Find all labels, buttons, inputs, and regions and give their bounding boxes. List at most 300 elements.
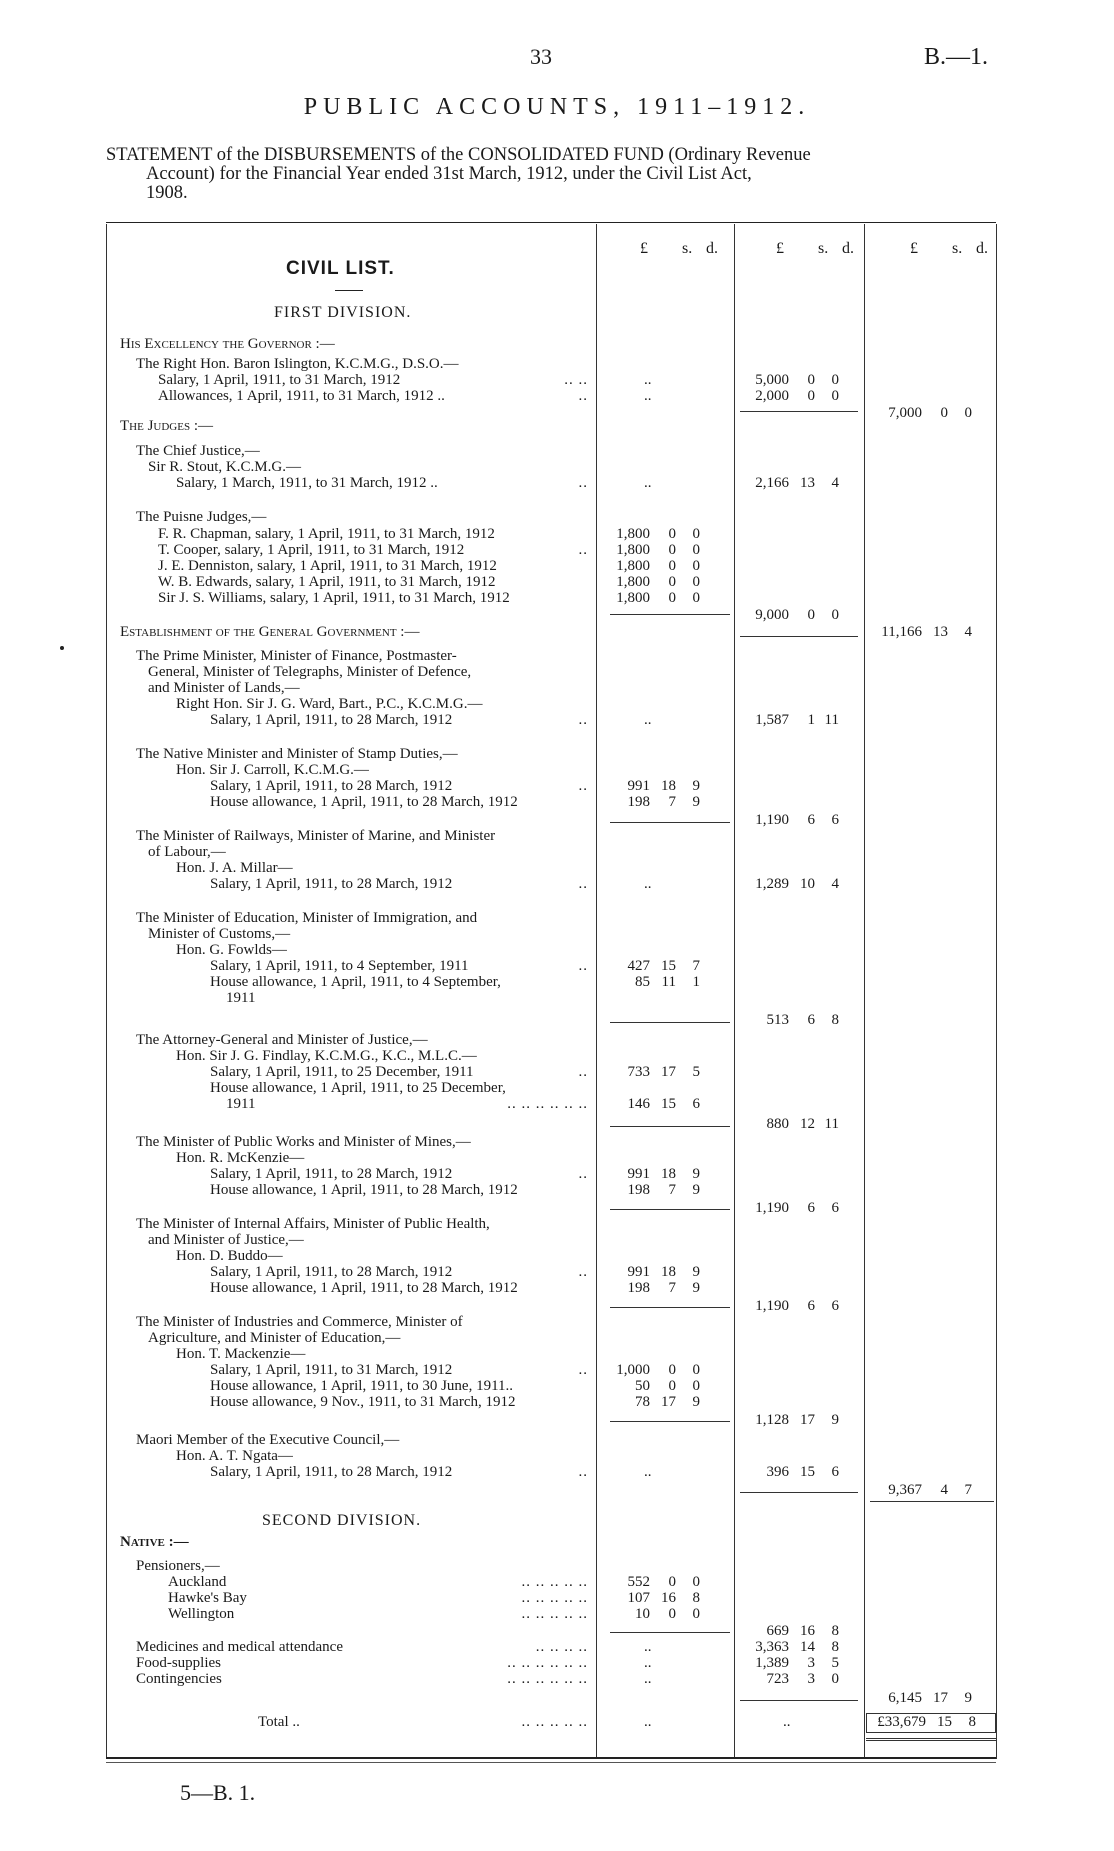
table-row [0, 910, 1114, 927]
leader-dots: .. .. .. .. .. .. [507, 1671, 588, 1687]
leader-dots: .. [578, 1464, 588, 1480]
row-label: House allowance, 1 April, 1911, to 28 March, 1912 [210, 1280, 518, 1296]
table-row [0, 1248, 1114, 1265]
pounds-value: 107 [627, 1590, 650, 1606]
table-row [0, 624, 1114, 641]
pence-value: 0 [692, 1606, 700, 1622]
pounds-value: 427 [627, 958, 650, 974]
pence-value: 6 [831, 1298, 839, 1314]
table-row [0, 1330, 1114, 1347]
table-row [0, 1012, 1114, 1029]
shillings-value: 6 [807, 1200, 815, 1216]
amount-c1 [604, 1264, 700, 1281]
pence-value: 9 [692, 778, 700, 794]
table-row [0, 372, 1114, 389]
pence-value: 6 [831, 1200, 839, 1216]
sum-rule [610, 1209, 730, 1210]
table-row [0, 1080, 1114, 1097]
table-row [0, 812, 1114, 829]
shillings-value: 18 [661, 1166, 676, 1182]
table-row [0, 1150, 1114, 1167]
table-row [0, 1432, 1114, 1449]
amount-c1 [604, 1362, 700, 1379]
pounds-value: 1,190 [755, 1298, 789, 1314]
pence-value: 0 [692, 558, 700, 574]
table-row [0, 1280, 1114, 1297]
amount-c1 [604, 542, 700, 559]
pounds-value: 2,000 [755, 388, 789, 404]
table-row [0, 1032, 1114, 1049]
leader-dots: .. .. .. .. [535, 1639, 588, 1655]
leader-dots: .. .. .. .. .. [521, 1590, 588, 1606]
table-row [0, 1394, 1114, 1411]
amount-c2 [743, 607, 839, 624]
leader-dots: .. .. .. .. .. .. [507, 1096, 588, 1112]
table-row [0, 1671, 1114, 1688]
table-bottom-rule-thin [106, 1762, 996, 1763]
pounds-value: 1,800 [616, 558, 650, 574]
pounds-value: 1,000 [616, 1362, 650, 1378]
statement-line-1: STATEMENT of the DISBURSEMENTS of the CONSOLIDATED FUND (Ordinary Revenue [106, 145, 811, 165]
shillings-value: 7 [668, 1182, 676, 1198]
shillings-value: 13 [800, 475, 815, 491]
page-title: PUBLIC ACCOUNTS, 1911–1912. [303, 94, 811, 120]
row-label: Allowances, 1 April, 1911, to 31 March, 1912 .. [158, 388, 445, 404]
pence-value: 8 [831, 1012, 839, 1028]
shillings-value: 0 [668, 558, 676, 574]
row-label: Salary, 1 April, 1911, to 25 December, 1911 [210, 1064, 474, 1080]
amount-c1 [604, 526, 700, 543]
pounds-value: 1,190 [755, 812, 789, 828]
row-label: Salary, 1 April, 1911, to 4 September, 1911 [210, 958, 469, 974]
table-row [0, 1362, 1114, 1379]
sum-rule [610, 1632, 730, 1633]
amount-c1: .. [644, 1655, 652, 1671]
amount-c1 [604, 558, 700, 575]
pence-value: 0 [692, 574, 700, 590]
row-label: House allowance, 1 April, 1911, to 4 September, [210, 974, 501, 990]
table-row [0, 1639, 1114, 1656]
amount-c2 [743, 1116, 839, 1133]
table-row [0, 607, 1114, 624]
amount-c1 [604, 974, 700, 991]
pounds-value: 1,289 [755, 876, 789, 892]
table-row [0, 475, 1114, 492]
table-row [0, 1655, 1114, 1672]
amount-c1 [604, 1182, 700, 1199]
shillings-value: 6 [807, 812, 815, 828]
pounds-value: 1,800 [616, 526, 650, 542]
pence-value: 0 [964, 405, 972, 421]
pounds-value: 733 [627, 1064, 650, 1080]
amount-c2 [743, 712, 839, 729]
shillings-value: 0 [668, 590, 676, 606]
pounds-value: 3,363 [755, 1639, 789, 1655]
row-label: Total .. [258, 1714, 300, 1730]
leader-dots: .. [578, 1064, 588, 1080]
table-row [0, 1534, 1114, 1551]
row-label: House allowance, 9 Nov., 1911, to 31 March, 1912 [210, 1394, 516, 1410]
leader-dots: .. .. .. .. .. [521, 1574, 588, 1590]
pounds-value: 552 [627, 1574, 650, 1590]
pounds-value: 1,128 [755, 1412, 789, 1428]
pounds-value: 7,000 [888, 405, 922, 421]
table-row [0, 1464, 1114, 1481]
row-label: and Minister of Justice,— [148, 1232, 304, 1248]
table-row [0, 574, 1114, 591]
sum-rule [610, 1022, 730, 1023]
row-label: Auckland [168, 1574, 227, 1590]
table-row [0, 1182, 1114, 1199]
table-row [0, 1412, 1114, 1429]
pence-sign: d. [706, 240, 718, 257]
shillings-value: 15 [800, 1464, 815, 1480]
amount-c2 [743, 1464, 839, 1481]
shillings-value: 16 [661, 1590, 676, 1606]
shillings-value: 0 [668, 1574, 676, 1590]
shillings-value: 15 [661, 958, 676, 974]
table-row [0, 664, 1114, 681]
row-label: The Prime Minister, Minister of Finance, Postmaster- [136, 648, 457, 664]
row-label: Salary, 1 April, 1911, to 28 March, 1912 [210, 1166, 453, 1182]
pence-value: 6 [831, 812, 839, 828]
shillings-value: 0 [668, 542, 676, 558]
pence-value: 6 [831, 1464, 839, 1480]
row-label: Maori Member of the Executive Council,— [136, 1432, 400, 1448]
row-label: Salary, 1 April, 1911, to 28 March, 1912 [210, 712, 453, 728]
amount-c1 [604, 1606, 700, 1623]
amount-c2 [743, 812, 839, 829]
amount-c2 [743, 876, 839, 893]
row-label: The Minister of Internal Affairs, Minister of Public Health, [136, 1216, 490, 1232]
pounds-value: 198 [627, 1182, 650, 1198]
grand-total-double-rule [866, 1738, 996, 1741]
amount-c1 [604, 1166, 700, 1183]
row-label: Salary, 1 April, 1911, to 28 March, 1912 [210, 1464, 453, 1480]
shillings-value: 6 [807, 1298, 815, 1314]
pounds-value: 669 [766, 1623, 789, 1639]
first-division-title: FIRST DIVISION. [274, 304, 412, 321]
row-label: Sir R. Stout, K.C.M.G.— [148, 459, 301, 475]
leader-dots: .. [578, 542, 588, 558]
pound-sign: £ [776, 240, 784, 257]
table-row [0, 648, 1114, 665]
amount-c1 [604, 958, 700, 975]
row-label: Pensioners,— [136, 1558, 220, 1574]
pence-value: 8 [831, 1623, 839, 1639]
amount-c1: .. [644, 712, 652, 728]
paper-reference: B.—1. [923, 44, 988, 70]
pence-value: 9 [692, 1166, 700, 1182]
shillings-sign: s. [682, 240, 693, 257]
row-label: Sir J. S. Williams, salary, 1 April, 1911, to 31 March, 1912 [158, 590, 510, 606]
shillings-value: 15 [661, 1096, 676, 1112]
table-row [0, 1448, 1114, 1465]
table-row [0, 1264, 1114, 1281]
shillings-value: 3 [807, 1671, 815, 1687]
row-label: Hon. T. Mackenzie— [176, 1346, 306, 1362]
table-row [0, 1574, 1114, 1591]
pence-value: 0 [692, 1574, 700, 1590]
table-row [0, 1096, 1114, 1113]
table-row [0, 526, 1114, 543]
table-row [0, 1590, 1114, 1607]
statement-line-3: 1908. [146, 183, 188, 203]
row-label: The Minister of Public Works and Minister of Mines,— [136, 1134, 471, 1150]
page-number: 33 [530, 44, 552, 69]
row-label: Salary, 1 April, 1911, to 28 March, 1912 [210, 876, 453, 892]
pounds-value: 396 [766, 1464, 789, 1480]
row-label: 1911 [226, 1096, 256, 1112]
pounds-value: 2,166 [755, 475, 789, 491]
pounds-value: 723 [766, 1671, 789, 1687]
pence-value: 0 [831, 372, 839, 388]
pence-value: 5 [831, 1655, 839, 1671]
row-label: House allowance, 1 April, 1911, to 30 June, 1911.. [210, 1378, 514, 1394]
table-row [0, 443, 1114, 460]
row-label: Salary, 1 April, 1911, to 28 March, 1912 [210, 778, 453, 794]
amount-c2 [743, 372, 839, 389]
pence-value: 9 [692, 1394, 700, 1410]
pence-value: 4 [964, 624, 972, 640]
pounds-value: 198 [627, 794, 650, 810]
table-row [0, 762, 1114, 779]
row-label: The Right Hon. Baron Islington, K.C.M.G., D.S.O.— [136, 356, 459, 372]
amount-c2 [743, 1623, 839, 1640]
shillings-value: 1 [807, 712, 815, 728]
row-label: Agriculture, and Minister of Education,— [148, 1330, 401, 1346]
table-row [0, 942, 1114, 959]
pence-sign: d. [976, 240, 988, 257]
row-label: Hawke's Bay [168, 1590, 247, 1606]
shillings-value: 11 [661, 974, 676, 990]
shillings-value: 0 [807, 372, 815, 388]
amount-c1 [604, 1378, 700, 1395]
table-row [0, 974, 1114, 991]
amount-c2 [743, 1412, 839, 1429]
pounds-value: 6,145 [888, 1690, 922, 1706]
pounds-value: 9,367 [888, 1482, 922, 1498]
amount-c1 [604, 794, 700, 811]
amount-c1 [604, 1064, 700, 1081]
amount-c1 [604, 1394, 700, 1411]
row-label: Native :— [120, 1534, 189, 1550]
section-title: CIVIL LIST. [286, 258, 395, 279]
second-division-title: SECOND DIVISION. [262, 1512, 422, 1529]
row-label: House allowance, 1 April, 1911, to 28 March, 1912 [210, 1182, 518, 1198]
row-label: The Chief Justice,— [136, 443, 260, 459]
shillings-value: 0 [668, 1362, 676, 1378]
statement-line-2: Account) for the Financial Year ended 31st March, 1912, under the Civil List Act, [146, 164, 752, 184]
shillings-value: 18 [661, 778, 676, 794]
leader-dots: .. [578, 778, 588, 794]
table-top-rule [106, 222, 996, 223]
table-row [0, 876, 1114, 893]
pounds-value: 9,000 [755, 607, 789, 623]
pounds-value: 146 [627, 1096, 650, 1112]
pence-value: 9 [692, 794, 700, 810]
row-label: The Minister of Railways, Minister of Marine, and Minister [136, 828, 496, 844]
sum-rule [610, 822, 730, 823]
table-row [0, 1216, 1114, 1233]
pence-value: 0 [831, 607, 839, 623]
table-row [0, 1482, 1114, 1499]
row-label: Medicines and medical attendance [136, 1639, 343, 1655]
amount-c1 [604, 574, 700, 591]
row-label: House allowance, 1 April, 1911, to 25 December, [210, 1080, 506, 1096]
table-row [0, 794, 1114, 811]
leader-dots: .. [578, 958, 588, 974]
shillings-value: 0 [668, 574, 676, 590]
pence-value: 7 [964, 1482, 972, 1498]
leader-dots: .. .. .. .. .. [521, 1714, 588, 1730]
shillings-value: 0 [668, 526, 676, 542]
leader-dots: .. [578, 876, 588, 892]
pounds-value: 85 [635, 974, 650, 990]
row-label: T. Cooper, salary, 1 April, 1911, to 31 March, 1912 [158, 542, 465, 558]
pence-value: 9 [831, 1412, 839, 1428]
table-row [0, 1606, 1114, 1623]
amount-c3 [876, 1690, 972, 1707]
row-label: Establishment of the General Government :— [120, 624, 420, 640]
footer-signature: 5—B. 1. [180, 1780, 256, 1805]
row-label: The Attorney-General and Minister of Justice,— [136, 1032, 428, 1048]
pence-value: 0 [692, 526, 700, 542]
pounds-value: 991 [627, 778, 650, 794]
shillings-value: 0 [668, 1606, 676, 1622]
amount-c3 [876, 1482, 972, 1499]
table-row [0, 1378, 1114, 1395]
table-row [0, 958, 1114, 975]
amount-c1 [604, 778, 700, 795]
row-label: Salary, 1 March, 1911, to 31 March, 1912 .. [176, 475, 438, 491]
pence-value: 7 [692, 958, 700, 974]
shillings-sign: s. [952, 240, 963, 257]
shillings-value: 10 [800, 876, 815, 892]
pence-value: 0 [831, 1671, 839, 1687]
table-row [0, 542, 1114, 559]
pence-value: 1 [692, 974, 700, 990]
amount-c2 [743, 1671, 839, 1688]
row-label: The Puisne Judges,— [136, 509, 267, 525]
row-label: The Minister of Education, Minister of Immigration, and [136, 910, 478, 926]
pence-value: 8 [692, 1590, 700, 1606]
row-label: J. E. Denniston, salary, 1 April, 1911, to 31 March, 1912 [158, 558, 497, 574]
table-row [0, 356, 1114, 373]
pence-value: 9 [964, 1690, 972, 1706]
pounds-value: 1,389 [755, 1655, 789, 1671]
row-label: Hon. A. T. Ngata— [176, 1448, 293, 1464]
sum-rule [610, 1126, 730, 1127]
pence-value: 4 [831, 876, 839, 892]
row-label: Minister of Customs,— [148, 926, 291, 942]
pence-value: 9 [692, 1264, 700, 1280]
table-row [0, 860, 1114, 877]
table-row [0, 388, 1114, 405]
table-row [0, 990, 1114, 1007]
sum-rule [740, 1700, 858, 1701]
pounds-value: 78 [635, 1394, 650, 1410]
row-label: Wellington [168, 1606, 235, 1622]
shillings-value: 0 [807, 607, 815, 623]
amount-c1: .. [644, 1464, 652, 1480]
row-label: Hon. Sir J. Carroll, K.C.M.G.— [176, 762, 369, 778]
table-row [0, 1116, 1114, 1133]
table-row [0, 1558, 1114, 1575]
table-row [0, 1346, 1114, 1363]
amount-c2 [743, 388, 839, 405]
sum-rule [870, 1501, 994, 1502]
leader-dots: .. [578, 1362, 588, 1378]
table-row [0, 1064, 1114, 1081]
shillings-value: 15 [937, 1714, 952, 1730]
pounds-value: 1,190 [755, 1200, 789, 1216]
sum-rule [610, 1421, 730, 1422]
leader-dots: .. .. .. .. .. [521, 1606, 588, 1622]
table-row [0, 1200, 1114, 1217]
amount-c2 [743, 475, 839, 492]
leader-dots: .. [578, 475, 588, 491]
pounds-value: 5,000 [755, 372, 789, 388]
row-label: House allowance, 1 April, 1911, to 28 March, 1912 [210, 794, 518, 810]
row-label: Food-supplies [136, 1655, 222, 1671]
leader-dots: .. [578, 388, 588, 404]
shillings-sign: s. [818, 240, 829, 257]
pence-value: 0 [692, 1362, 700, 1378]
pence-value: 9 [692, 1280, 700, 1296]
row-label: Hon. G. Fowlds— [176, 942, 287, 958]
grand-total-box [866, 1713, 996, 1733]
table-row [0, 680, 1114, 697]
amount-c2 [743, 1655, 839, 1672]
row-label: F. R. Chapman, salary, 1 April, 1911, to 31 March, 1912 [158, 526, 495, 542]
table-row [0, 696, 1114, 713]
row-label: Contingencies [136, 1671, 222, 1687]
shillings-value: 0 [807, 388, 815, 404]
leader-dots: .. [578, 1264, 588, 1280]
table-row [0, 1623, 1114, 1640]
table-row [0, 336, 1114, 353]
shillings-value: 17 [661, 1064, 676, 1080]
sum-rule [610, 1307, 730, 1308]
pence-value: 11 [824, 712, 839, 728]
pound-sign: £ [910, 240, 918, 257]
amount-c1: .. [644, 1714, 652, 1730]
amount-c2 [743, 1200, 839, 1217]
row-label: Hon. J. A. Millar— [176, 860, 293, 876]
amount-c2 [743, 1298, 839, 1315]
pence-value: 5 [692, 1064, 700, 1080]
amount-c1: .. [644, 876, 652, 892]
row-label: His Excellency the Governor :— [120, 336, 335, 352]
pounds-value: 1,800 [616, 590, 650, 606]
section-title-rule [335, 290, 363, 291]
sum-rule [740, 636, 858, 637]
pence-value: 0 [692, 590, 700, 606]
table-row [0, 1314, 1114, 1331]
pence-value: 0 [692, 1378, 700, 1394]
row-label: 1911 [226, 990, 256, 1006]
table-row [0, 828, 1114, 845]
table-row [0, 1690, 1114, 1707]
shillings-value: 6 [807, 1012, 815, 1028]
pounds-value: 198 [627, 1280, 650, 1296]
table-row [0, 1298, 1114, 1315]
leader-dots: .. [578, 1166, 588, 1182]
shillings-value: 13 [933, 624, 948, 640]
amount-c1: .. [644, 475, 652, 491]
pence-sign: d. [842, 240, 854, 257]
